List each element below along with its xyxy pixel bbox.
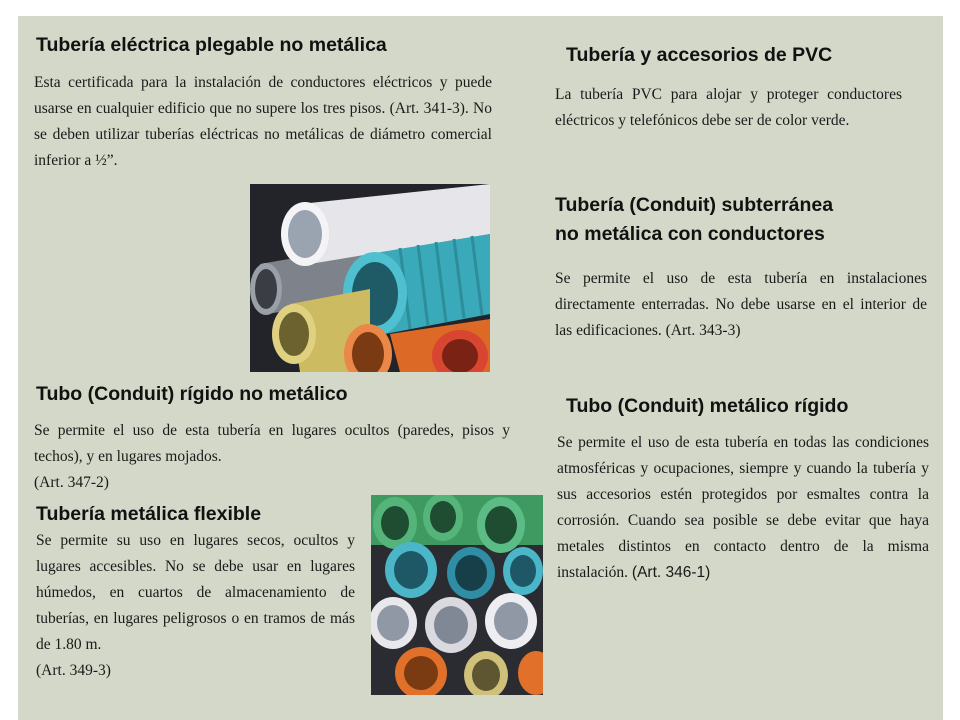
section-body-metalico-rigido (557, 430, 929, 586)
body-text: Se permite su uso en lugares secos, ocultos y lugares accesibles. No se debe usar en lugares húmedos, en cuartos de almacenamiento de tuberías, en lugares peligrosos o en tramos de más de 1.80 m. (36, 532, 355, 653)
pipe-green (371, 495, 543, 553)
section-body-plegable: Esta certificada para la instalación de conductores eléctricos y puede usarse en cualquier edificio que no supere los tres pisos. (Art. 341-3). No se deben utilizar tuberías eléctricas no metálicas de diámetro comercial inferior a ½”. (34, 74, 492, 169)
article-ref: (Art. 347-2) (34, 474, 109, 491)
section-title-subterranea-line1: Tubería (Conduit) subterránea (555, 194, 834, 216)
section-title-subterranea-line2: no metálica con conductores (555, 223, 825, 245)
article-ref: (Art. 349-3) (36, 662, 111, 679)
conduit-pipes-photo (371, 495, 543, 695)
section-body-rigido-no-metalico (34, 418, 510, 496)
section-title-rigido-no-metalico: Tubo (Conduit) rígido no metálico (36, 383, 348, 405)
section-title-metalico-rigido: Tubo (Conduit) metálico rígido (566, 395, 849, 417)
section-title-pvc: Tubería y accesorios de PVC (566, 44, 833, 66)
section-title-plegable: Tubería eléctrica plegable no metálica (36, 34, 387, 56)
conduit-pipes-photo (250, 184, 490, 372)
article-ref: (Art. 346-1) (631, 564, 711, 581)
pipe-white (371, 593, 537, 653)
body-text: Se permite el uso de esta tubería en lugares ocultos (paredes, pisos y techos), y en lugares mojados. (34, 422, 510, 465)
section-body-pvc: La tubería PVC para alojar y proteger conductores eléctricos y telefónicos debe ser de color verde. (555, 86, 902, 129)
body-text: Se permite el uso de esta tubería en todas las condiciones atmosféricas y ocupaciones, siempre y cuando la tubería y sus accesorios estén protegidos por esmaltes contra la corrosión. Cuando sea posible se debe evitar que haya metales distintos en contacto dentro de la misma instalación. (557, 434, 929, 581)
section-body-metalica-flexible (36, 528, 355, 684)
section-body-subterranea: Se permite el uso de esta tubería en instalaciones directamente enterradas. No debe usarse en el interior de las edificaciones. (Art. 343-3) (555, 270, 927, 339)
section-title-metalica-flexible: Tubería metálica flexible (36, 503, 262, 525)
pipe-blue (385, 542, 543, 599)
